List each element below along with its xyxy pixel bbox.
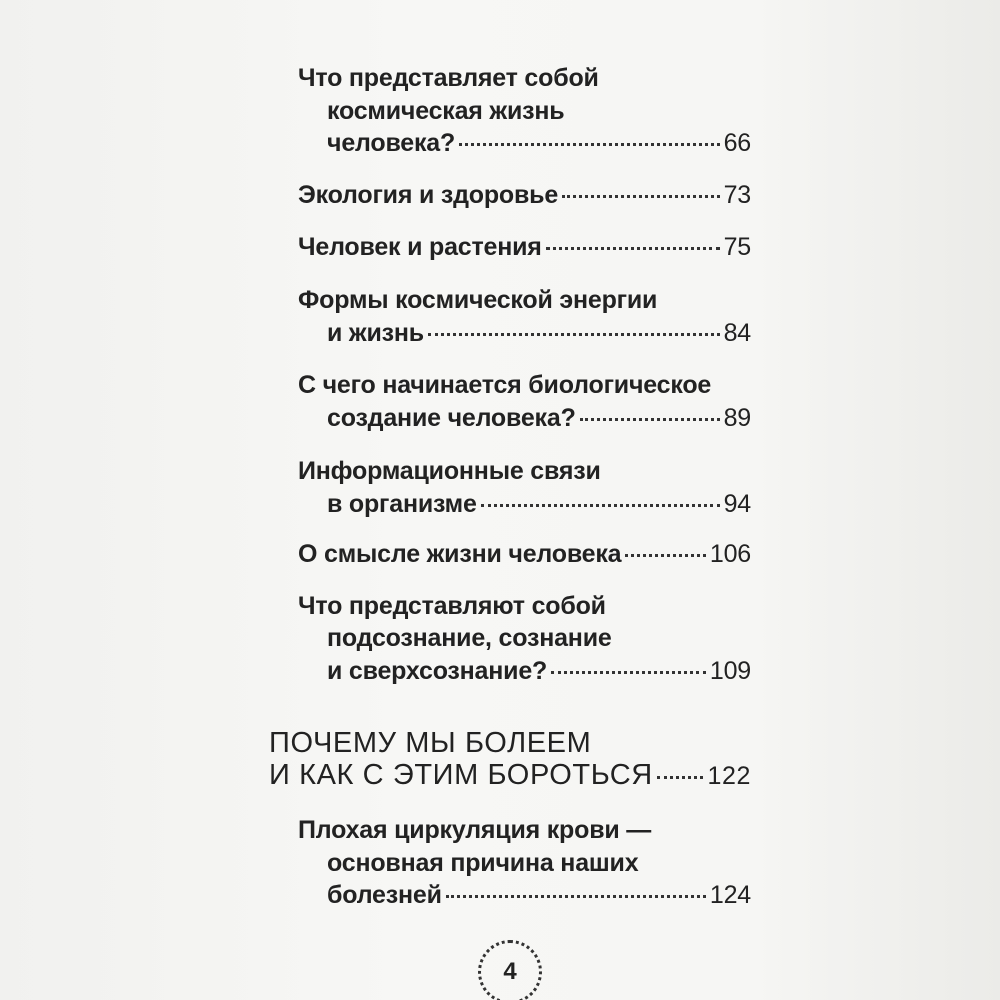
dot-leader	[546, 247, 720, 250]
toc-entry-leader-line	[298, 538, 751, 571]
toc-entry-leader-line	[269, 759, 751, 793]
toc-page-number: 73	[723, 181, 751, 209]
toc-entry-title-line: и сверхсознание?	[327, 657, 548, 685]
toc-entry-title-line: болезней	[327, 881, 442, 909]
dot-leader	[625, 554, 705, 557]
toc-entry-leader-line	[298, 231, 751, 264]
dot-leader	[657, 776, 704, 779]
toc-entry-leader-line	[327, 488, 751, 521]
toc-page-number: 109	[709, 657, 751, 685]
toc-entry-leader-line	[298, 179, 751, 212]
toc-entry-leader-line	[327, 317, 751, 350]
page-number-badge: 4	[478, 940, 542, 1000]
toc-page-number: 122	[707, 762, 751, 790]
toc-entry-title-line: Формы космической энергии	[298, 286, 658, 314]
dot-leader	[446, 895, 706, 898]
toc-entry-leader-line	[327, 402, 751, 435]
toc-entry-title-line: Информационные связи	[298, 457, 601, 485]
toc-page-number: 94	[723, 490, 751, 518]
toc-entry-title-line: С чего начинается биологическое	[298, 371, 712, 399]
toc-page-number: 124	[709, 881, 751, 909]
toc-page-number: 106	[709, 540, 751, 568]
dot-leader	[481, 504, 720, 507]
dot-leader	[562, 195, 720, 198]
dot-leader	[551, 671, 706, 674]
toc-entry-leader-line	[327, 127, 751, 160]
toc-entry-leader-line	[327, 655, 751, 688]
toc-page-number: 89	[723, 404, 751, 432]
toc-entry-title-line: Плохая циркуляция крови —	[298, 816, 652, 844]
toc-page-number: 66	[723, 129, 751, 157]
dot-leader	[459, 143, 720, 146]
toc-entry-leader-line	[327, 879, 751, 912]
toc-entry-title-line: подсознание, сознание	[327, 624, 612, 652]
toc-entry-title-line: Что представляют собой	[298, 592, 606, 620]
toc-entry-title-line: в организме	[327, 490, 477, 518]
toc-entry-title-line: Что представляет собой	[298, 64, 599, 92]
toc-entry-title-line: человека?	[327, 129, 456, 157]
toc-page-number: 84	[723, 319, 751, 347]
toc-entry-title: Экология и здоровье	[298, 181, 559, 209]
toc-entry-title-line: космическая жизнь	[327, 97, 565, 125]
toc-entry-title: О смысле жизни человека	[298, 540, 622, 568]
toc-entry-title-line: создание человека?	[327, 404, 576, 432]
toc-entry-title-line: и жизнь	[327, 319, 424, 347]
dot-leader	[428, 333, 720, 336]
chapter-title-line: И КАК С ЭТИМ БОРОТЬСЯ	[269, 759, 653, 791]
toc-page-number: 75	[723, 233, 751, 261]
chapter-title-line: ПОЧЕМУ МЫ БОЛЕЕМ	[269, 727, 592, 759]
toc-entry-title-line: основная причина наших	[327, 849, 639, 877]
dot-leader	[580, 418, 720, 421]
toc-entry-title: Человек и растения	[298, 233, 542, 261]
